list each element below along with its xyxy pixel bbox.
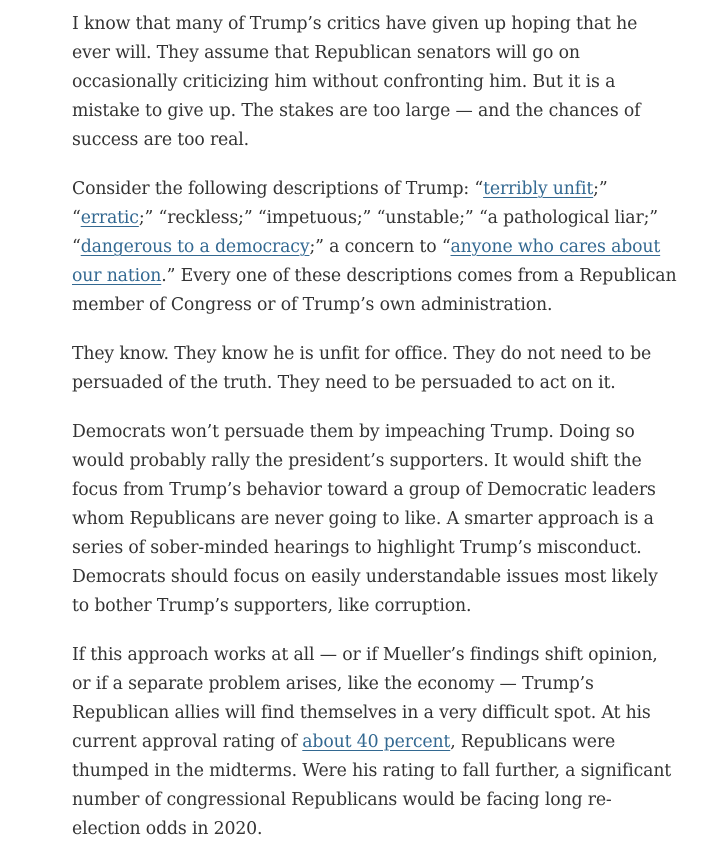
inline-link[interactable]: erratic <box>80 208 139 228</box>
article-paragraph <box>72 10 677 155</box>
paragraph-text: Democrats won’t persuade them by impeaching Trump. Doing so would probably rally the president’s supporters. It would shift the focus from Trump’s behavior toward a group of Democratic leaders whom Republicans are never going to like. A smarter approach is a series of sober-minded hearings to highlight Trump’s misconduct. Democrats should focus on easily understandable issues most likely to bother Trump’s supporters, like corruption. <box>72 422 658 616</box>
article-paragraph <box>72 340 677 398</box>
article-paragraph <box>72 418 677 621</box>
inline-link[interactable]: anyone who cares about our nation <box>72 237 661 286</box>
inline-link[interactable]: about 40 percent <box>302 732 451 752</box>
inline-link[interactable]: dangerous to a democracy <box>80 237 310 257</box>
paragraph-text: ;” “ <box>72 179 608 228</box>
article-paragraph <box>72 641 677 844</box>
paragraph-text: .” Every one of these descriptions comes from a Republican member of Congress or of Trump’s own administration. <box>72 266 677 315</box>
article-body <box>72 10 677 864</box>
paragraph-text: ;” “reckless;” “impetuous;” “unstable;” “a pathological liar;” “ <box>72 208 658 257</box>
article-paragraph <box>72 175 677 320</box>
paragraph-text: If this approach works at all — or if Mueller’s findings shift opinion, or if a separate problem arises, like the economy — Trump’s Republican allies will find themselves in a very difficult spot. At his current approval rating of <box>72 645 658 752</box>
paragraph-text: Consider the following descriptions of Trump: “ <box>72 179 484 199</box>
paragraph-text: , Republicans were thumped in the midterms. Were his rating to fall further, a significant number of congressional Republicans would be facing long re-election odds in 2020. <box>72 732 672 839</box>
paragraph-text: They know. They know he is unfit for office. They do not need to be persuaded of the truth. They need to be persuaded to act on it. <box>72 344 652 393</box>
paragraph-text: ;” a concern to “ <box>309 237 451 257</box>
paragraph-text: I know that many of Trump’s critics have given up hoping that he ever will. They assume that Republican senators will go on occasionally criticizing him without confronting him. But it is a mistake to give up. The stakes are too large — and the chances of success are too real. <box>72 14 641 150</box>
inline-link[interactable]: terribly unfit <box>483 179 594 199</box>
